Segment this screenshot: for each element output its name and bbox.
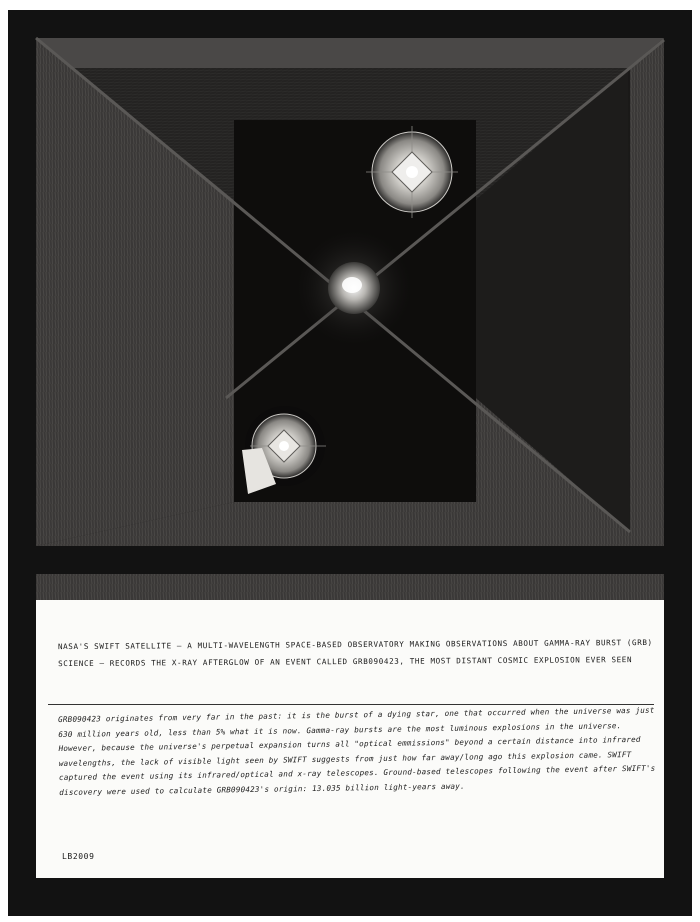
artist-signature: LB2009 xyxy=(62,852,95,861)
caption-header-band xyxy=(36,574,664,600)
light-source-center-icon xyxy=(328,262,380,314)
caption-card xyxy=(36,600,664,878)
caption-header: NASA'S SWIFT SATELLITE — A MULTI-WAVELENGTH SPACE-BASED OBSERVATORY MAKING OBSERVATIONS ABOUT GAMMA-RAY BURST (GRB) SCIENCE — RECORDS THE X-RAY AFTERGLOW OF AN EVENT CALLED GRB090423, THE MOST DISTANT COSMIC EXPLOSION EVER SEEN xyxy=(57,637,653,669)
top-band xyxy=(36,38,664,68)
caption-body: GRB090423 originates from very far in the past: it is the burst of a dying star, one that occurred when the universe was just 630 million years old, less than 5% what it is now. Gamma-ray bursts are the most luminous explosions in the universe. However, because the universe's perpetual expansion turns all "optical emmissions" beyond a certain distance into infrared wavelengths, the lack of visible light seen by SWIFT suggests from just how far away/long ago this explosion came. SWIFT captured the event using its infrared/optical and x-ray telescopes. Ground-based telescopes following the event after SWIFT's discovery were used to calculate GRB090423's origin: 13.035 billion light-years away. xyxy=(58,705,656,797)
right-panel xyxy=(630,38,664,546)
